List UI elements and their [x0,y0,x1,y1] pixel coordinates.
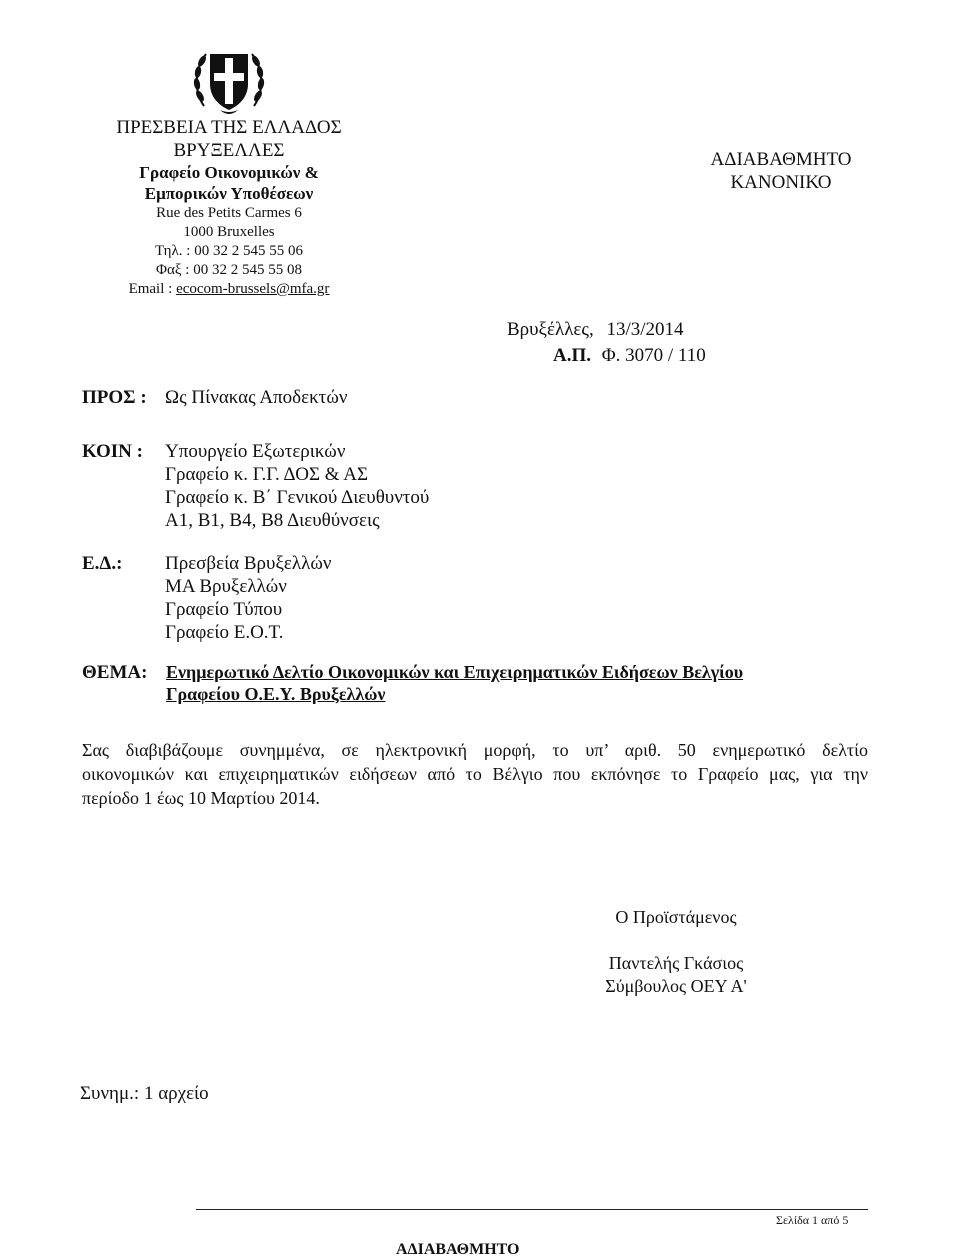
date-place: Βρυξέλλες, [507,319,594,340]
sender-block [100,116,358,299]
koin-item: Γραφείο κ. Γ.Γ. ΔΟΣ & ΑΣ [165,464,369,485]
classification-level: ΑΔΙΑΒΑΘΜΗΤΟ [710,149,852,170]
priority-level: ΚΑΝΟΝΙΚΟ [730,172,832,193]
embassy-name: ΠΡΕΣΒΕΙΑ ΤΗΣ ΕΛΛΑΔΟΣ [116,117,342,138]
reference-number: Φ. 3070 / 110 [601,345,706,366]
body-line: περίοδο 1 έως 10 Μαρτίου 2014. [82,788,320,808]
koin-item: Α1, Β1, Β4, Β8 Διευθύνσεις [165,510,380,531]
signatory-title: Ο Προϊστάμενος [615,907,737,927]
office-name-cont: Εμπορικών Υποθέσεων [144,184,314,203]
signatory-role: Σύμβουλος ΟΕΥ Α' [605,976,747,996]
internal-distribution-item: Πρεσβεία Βρυξελλών [165,553,332,574]
letter-body [82,738,868,810]
sender-fax: Φαξ : 00 32 2 545 55 08 [156,262,302,278]
signatory-name: Παντελής Γκάσιος [608,953,744,973]
page-number: Σελίδα 1 από 5 [776,1213,849,1227]
internal-distribution-item: ΜΑ Βρυξελλών [165,576,287,597]
sender-city: 1000 Bruxelles [183,224,275,240]
subject-label: ΘΕΜΑ: [82,662,148,683]
subject-text [166,661,743,705]
email-label: Email : [128,281,177,297]
subject-line: Γραφείου Ο.Ε.Υ. Βρυξελλών [166,684,386,704]
reference-line [553,344,706,367]
internal-distribution-item: Γραφείο Τύπου [165,599,283,620]
sender-email-row [100,280,358,299]
koin-item: Υπουργείο Εξωτερικών [165,441,346,462]
classification-block [696,148,866,194]
embassy-city: ΒΡΥΞΕΛΛΕΣ [173,140,285,161]
to-label: ΠΡΟΣ : [82,387,147,408]
internal-distribution-label: Ε.Δ.: [82,553,123,574]
sender-phone: Τηλ. : 00 32 2 545 55 06 [155,243,303,259]
subject-line: Ενημερωτικό Δελτίο Οικονομικών και Επιχειρηματικών Ειδήσεων Βελγίου [166,662,744,682]
office-name: Γραφείο Οικονομικών & [139,163,319,182]
to-value: Ως Πίνακας Αποδεκτών [165,387,348,408]
koin-item: Γραφείο κ. Β΄ Γενικού Διευθυντού [165,487,430,508]
footer-divider [196,1209,868,1210]
body-line: Σας διαβιβάζουμε συνημμένα, σε ηλεκτρονική μορφή, το υπ’ αριθ. 50 ενημερωτικό δελτίο [82,740,868,760]
date-value: 13/3/2014 [606,319,684,340]
body-line: οικονομικών και επιχειρηματικών ειδήσεων από το Βέλγιο που εκπόνησε το Γραφείο μας, για την [82,764,868,784]
footer-classification: ΑΔΙΑΒΑΘΜΗΤΟ [396,1241,520,1258]
attachment-note: Συνημ.: 1 αρχείο [80,1083,209,1104]
internal-distribution-item: Γραφείο Ε.Ο.Τ. [165,622,284,643]
koin-label: ΚΟΙΝ : [82,441,143,462]
date-line [507,318,684,341]
reference-label: Α.Π. [553,345,591,366]
sender-address: Rue des Petits Carmes 6 [156,205,302,221]
email-link[interactable]: ecocom-brussels@mfa.gr [176,281,330,297]
greek-emblem-icon [190,40,268,120]
